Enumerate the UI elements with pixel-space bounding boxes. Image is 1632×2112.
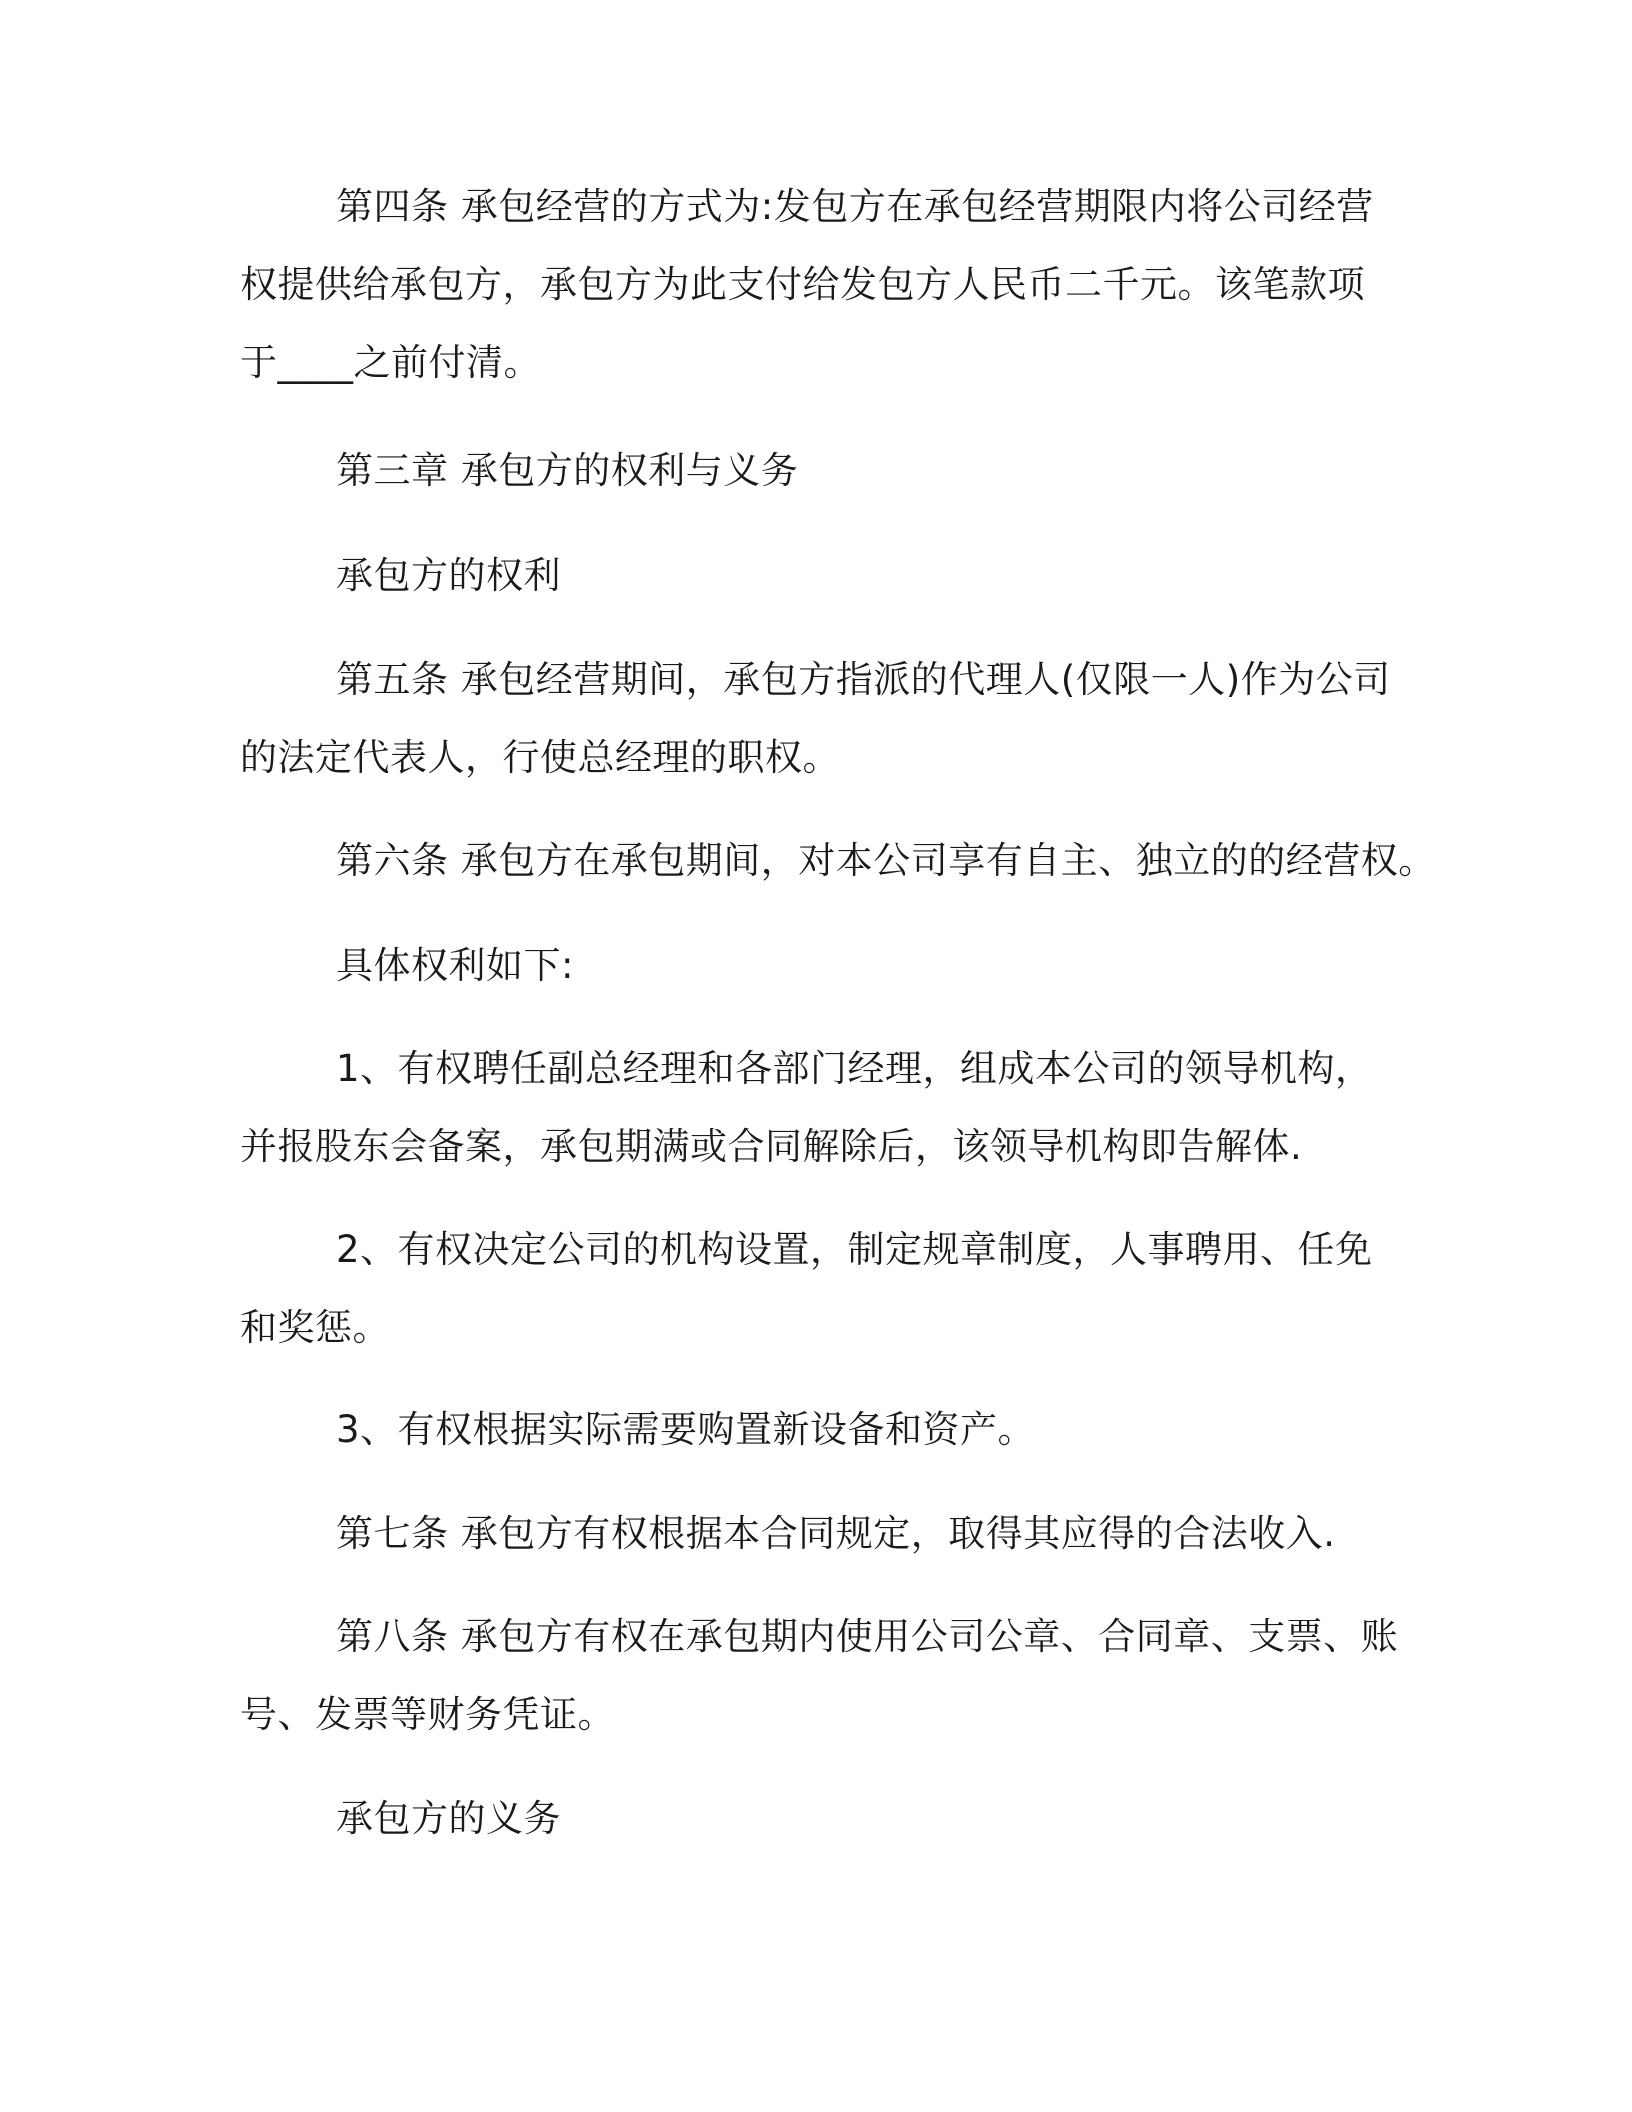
text-line: 第三章 承包方的权利与义务: [336, 449, 799, 492]
text-line: 1、有权聘任副总经理和各部门经理，组成本公司的领导机构，: [336, 1047, 1373, 1090]
chapter-3-heading: [240, 432, 1420, 510]
text-line: 权提供给承包方，承包方为此支付给发包方人民币二千元。该笔款项: [240, 263, 1365, 306]
text-line: 3、有权根据实际需要购置新设备和资产。: [336, 1408, 1036, 1451]
text-line: 第四条 承包经营的方式为:发包方在承包经营期限内将公司经营: [336, 185, 1374, 228]
text-line: 于____之前付清。: [240, 341, 541, 384]
text-line: 并报股东会备案，承包期满或合同解除后，该领导机构即告解体.: [240, 1125, 1303, 1168]
text-line: 和奖惩。: [240, 1306, 390, 1349]
article-7-paragraph: [240, 1495, 1420, 1573]
right-item-1: [240, 1030, 1420, 1186]
right-item-2: [240, 1211, 1420, 1367]
text-line: 承包方的义务: [336, 1797, 561, 1840]
text-line: 号、发票等财务凭证。: [240, 1693, 615, 1736]
article-8-paragraph: [240, 1598, 1420, 1754]
text-line: 第七条 承包方有权根据本合同规定，取得其应得的合法收入.: [336, 1512, 1336, 1555]
text-line: 第五条 承包经营期间，承包方指派的代理人(仅限一人)作为公司: [336, 658, 1391, 701]
article-5-paragraph: [240, 641, 1420, 797]
text-line: 承包方的权利: [336, 554, 561, 597]
text-line: 的法定代表人，行使总经理的职权。: [240, 736, 840, 779]
article-4-paragraph: [240, 168, 1420, 402]
right-item-3: [240, 1391, 1420, 1469]
specific-rights-heading: [240, 927, 1420, 1005]
contractor-rights-heading: [240, 537, 1420, 615]
text-line: 第八条 承包方有权在承包期内使用公司公章、合同章、支票、账: [336, 1615, 1399, 1658]
contractor-obligations-heading: [240, 1780, 1420, 1858]
article-6-paragraph: [240, 822, 1436, 900]
text-line: 第六条 承包方在承包期间，对本公司享有自主、独立的的经营权。: [336, 839, 1436, 882]
text-line: 2、有权决定公司的机构设置，制定规章制度，人事聘用、任免: [336, 1228, 1373, 1271]
text-line: 具体权利如下:: [336, 944, 574, 987]
